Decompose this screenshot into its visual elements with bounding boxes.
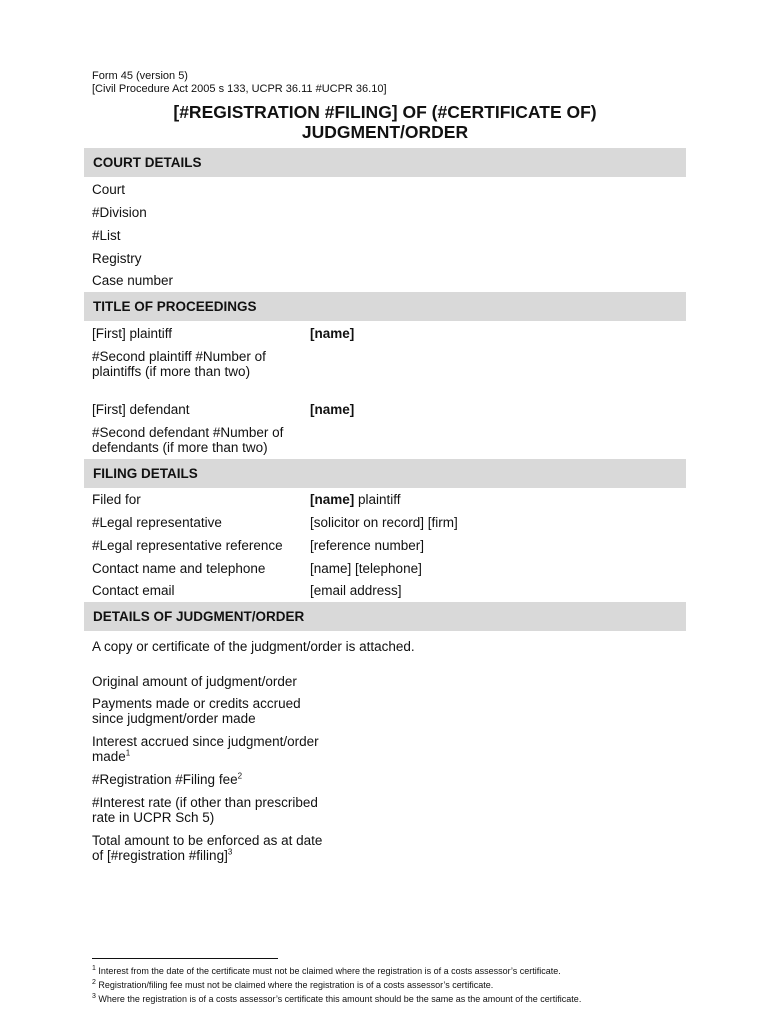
footnote-3-text: Where the registration is of a costs assessor’s certificate this amount should be the same as the amount of the certificate. (95, 994, 582, 1004)
total-amount-label-line-2 (92, 848, 352, 864)
first-defendant-value: [name] (310, 402, 355, 417)
contact-email-label: Contact email (92, 583, 175, 598)
first-plaintiff-value: [name] (310, 326, 355, 341)
footnote-2-text: Registration/filing fee must not be claimed where the registration is of a costs assessor’s certificate. (95, 980, 494, 990)
payments-label-line-2: since judgment/order made (92, 711, 256, 726)
legal-representative-reference-value: [reference number] (310, 538, 425, 553)
page-title (84, 102, 686, 142)
legal-representative-reference-label: #Legal representative reference (92, 538, 283, 553)
second-plaintiff-label-line-2: plaintiffs (if more than two) (92, 364, 251, 379)
footnote-2 (92, 980, 493, 991)
interest-rate-label-line-2: rate in UCPR Sch 5) (92, 810, 215, 825)
filed-for-value (310, 492, 680, 508)
second-defendant-label-line-2: defendants (if more than two) (92, 440, 268, 455)
original-amount-label: Original amount of judgment/order (92, 674, 297, 689)
footnote-1 (92, 966, 561, 977)
case-number-label: Case number (92, 273, 174, 288)
court-label: Court (92, 182, 126, 197)
fee-label-text: #Registration #Filing fee (92, 772, 238, 787)
first-plaintiff-label: [First] plaintiff (92, 326, 173, 341)
fee-label (92, 772, 352, 788)
interest-label-text: made (92, 749, 126, 764)
second-defendant-label-line-1: #Second defendant #Number of (92, 425, 284, 440)
footnote-ref-1: 1 (125, 748, 131, 758)
legislation-reference: [Civil Procedure Act 2005 s 133, UCPR 36.11 #UCPR 36.10] (92, 83, 387, 95)
footnote-separator (92, 958, 278, 959)
filed-for-role: plaintiff (354, 492, 401, 507)
footnote-ref-2: 2 (237, 771, 243, 781)
filing-details-heading (84, 459, 686, 488)
legal-representative-label: #Legal representative (92, 515, 222, 530)
interest-label-line-2 (92, 749, 352, 765)
copy-attached-statement: A copy or certificate of the judgment/order is attached. (92, 639, 415, 654)
contact-label: Contact name and telephone (92, 561, 266, 576)
contact-value: [name] [telephone] (310, 561, 422, 576)
judgment-details-heading (84, 602, 686, 631)
total-amount-label-text: of [#registration #filing] (92, 848, 228, 863)
title-of-proceedings-heading (84, 292, 686, 321)
filed-for-name: [name] (310, 492, 355, 507)
registry-label: Registry (92, 251, 142, 266)
filing-details-heading-label: FILING DETAILS (93, 466, 198, 481)
title-line-2: JUDGMENT/ORDER (301, 122, 469, 142)
division-label: #Division (92, 205, 147, 220)
footnote-3-number: 3 (92, 993, 96, 1000)
total-amount-label-line-1: Total amount to be enforced as at date (92, 833, 323, 848)
interest-rate-label-line-1: #Interest rate (if other than prescribed (92, 795, 318, 810)
contact-email-value: [email address] (310, 583, 402, 598)
payments-label-line-1: Payments made or credits accrued (92, 696, 301, 711)
title-of-proceedings-heading-label: TITLE OF PROCEEDINGS (93, 299, 257, 314)
footnote-1-text: Interest from the date of the certificate must not be claimed where the registration is of a costs assessor’s certificate. (95, 966, 561, 976)
court-details-heading-label: COURT DETAILS (93, 155, 202, 170)
judgment-details-heading-label: DETAILS OF JUDGMENT/ORDER (93, 609, 305, 624)
footnote-3 (92, 994, 581, 1005)
interest-label-line-1: Interest accrued since judgment/order (92, 734, 319, 749)
footnote-ref-3: 3 (227, 847, 233, 857)
filed-for-label: Filed for (92, 492, 141, 507)
court-details-heading (84, 148, 686, 177)
form-number: Form 45 (version 5) (92, 70, 188, 82)
second-plaintiff-label-line-1: #Second plaintiff #Number of (92, 349, 266, 364)
list-label: #List (92, 228, 121, 243)
legal-representative-value: [solicitor on record] [firm] (310, 515, 458, 530)
footnote-1-number: 1 (92, 965, 96, 972)
first-defendant-label: [First] defendant (92, 402, 190, 417)
footnote-2-number: 2 (92, 979, 96, 986)
title-line-1: [#REGISTRATION #FILING] OF (#CERTIFICATE OF) (173, 102, 597, 122)
